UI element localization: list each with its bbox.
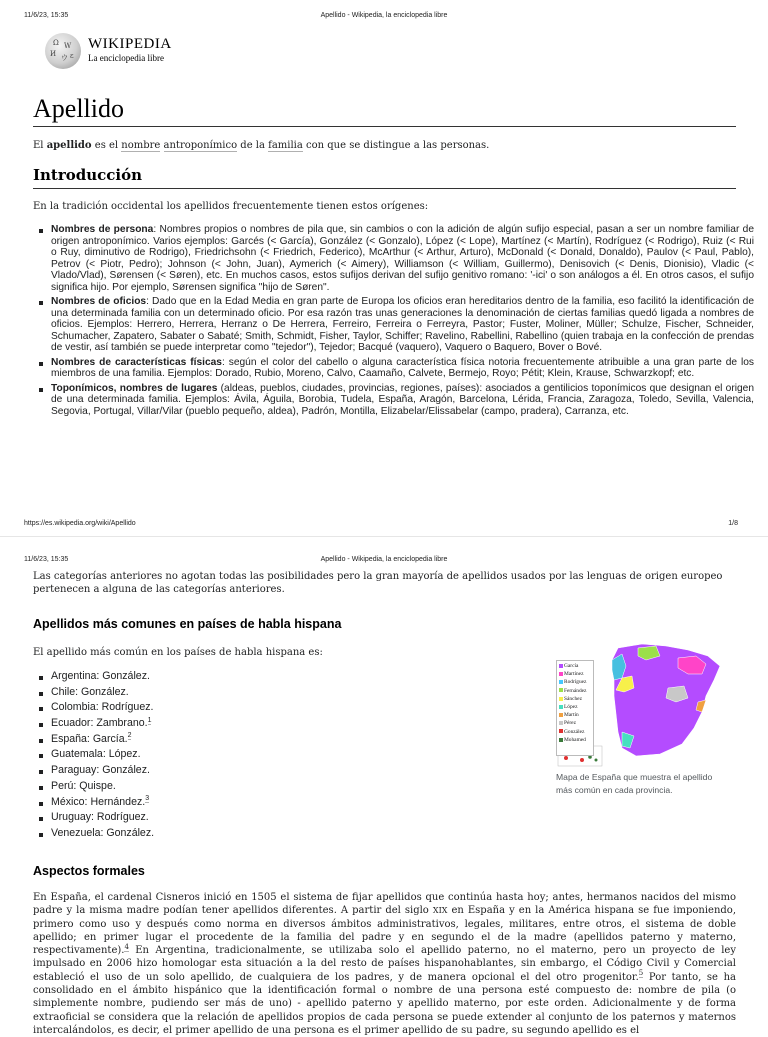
print-datetime: 11/6/23, 15:35 [24,556,69,563]
list-item: Ecuador: Zambrano.$^1$ [51,716,154,732]
page-title: Apellido [33,94,124,123]
list-item: Nombres de persona: Nombres propios o nombres de pila que, sin cambios o con la adición de algún sufijo especial, pasan a ser un nombre familiar de origen antroponímico. Varios ejemplos: Garcés (< García), González (< Gonzalo), López (< Lope), Martínez (< Martín), Rodríguez (< Rodrigo), Ruiz (< Rui o Ruy, diminutivo de Rodrigo), Friedrichsohn (< Friedrich, Federico), McArthur (< Arthur, Arturo), McDonald (< Donald, Donaldo), Paulov (< Paul, Pablo), Petrov (< Piotr, Pedro); Johnson (< John, Juan), Aymerich (< Aimery), Williamson (< William, Guillermo), Denisovich (< Denis, Dionisio), Vladic (< Vlado/Vlad), Sørensen (< Søren), etc. En muchos casos, estos sufijos derivan del sufijo genitivo romano: '-ici' o son análogos a él. En otros casos, el sufijo significa hijo. Por ejemplo, Sørensen significa "hijo de Søren". [51,224,754,293]
link-familia[interactable]: familia [268,140,303,151]
countries-list [33,669,154,842]
section-heading-introduccion: Introducción [33,166,143,184]
legend-item: Martínez [559,670,591,678]
reference-link[interactable]: 3 [145,794,150,802]
section-underline [33,188,736,189]
list-item: Venezuela: González. [51,826,154,842]
list-item: Nombres de características físicas: según el color del cabello o alguna característica física notoria frecuentemente atribuible a una gran parte de los miembros de una familia. Ejemplos: Dorado, Rubio, Moreno, Calvo, Caamaño, Calvete, Bermejo, Royo; Pétit; Klein, Krause, Schwarzkopf; etc. [51,356,754,379]
wikipedia-tagline: La enciclopedia libre [88,53,164,63]
list-item: España: García.$^2$ [51,732,154,748]
intro-text: En la tradición occidental los apellidos frecuentemente tienen estos orígenes: [33,201,429,212]
print-page-title: Apellido - Wikipedia, la enciclopedia libre [320,12,448,19]
wikipedia-logo[interactable] [45,33,205,69]
print-page-number: 1/8 [728,520,738,527]
list-item: Nombres de oficios: Dado que en la Edad Media en gran parte de Europa los oficios eran hereditarios dentro de la familia, eso facilitó la identificación de una determinada familia con un determinado oficio. Por esa razón tras unas generaciones la denominación de ciertas familias quedó ligada a nombres de oficios. Ejemplos: Herrero, Herrera, Herranz o De Herrera, Ferreiro, Ferreira o Ferreyra, Pastor; Fuster, Moliner, Müller; Schulze, Fischer, Schneider, Schumacher, Zapatero, Sabater o Sabaté; Smith, Schmidt, Fisher, Taylor, Schiffer; Ravelino, Rabellini, Rabellino (quien trabaja en la confección de prendas de vestir, así también se puede interpretar como "tejedor"), Tejedor; Bacqué (vaquero), Vaquero o Baquero, Bover o Bové. [51,296,754,353]
reference-link[interactable]: 2 [127,732,132,740]
print-url: https://es.wikipedia.org/wiki/Apellido [24,520,136,527]
common-intro: El apellido más común en los países de habla hispana es: [33,647,323,658]
map-legend [556,660,594,756]
list-item: Perú: Quispe. [51,779,154,795]
list-item: Colombia: Rodríguez. [51,700,154,716]
link-nombre[interactable]: nombre [121,140,161,151]
list-item: México: Hernández.$^3$ [51,795,154,811]
legend-item: Sánchez [559,695,591,703]
list-item: Chile: González. [51,685,154,701]
list-item: Toponímicos, nombres de lugares (aldeas, pueblos, ciudades, provincias, regiones, países): asociados a gentilicios toponímicos que designan el origen de una determinada familia. Ejemplos: Ávila, Águila, Borobia, Tudela, España, Aragón, Barcelona, Lérida, Francia, Zaragoza, Toledo, Sevilla, Valencia, Segovia, Portugal, Villar/Vilar (pueblo pequeño, aldea), Padrón, Montilla, Elizabelar/Elissabelar (campo, pradera), Carranza, etc. [51,382,754,417]
legend-item: García [559,662,591,670]
legend-item: Pérez [559,719,591,727]
map-caption: Mapa de España que muestra el apellido más común en cada provincia. [556,772,713,795]
reference-link[interactable]: 4 [124,942,129,951]
legend-item: Mohamed [559,736,591,744]
legend-item: Martín [559,711,591,719]
lead-paragraph: El apellido es el nombre antroponímico de la familia con que se distingue a las personas. [33,140,490,151]
legend-item: González [559,728,591,736]
spain-surname-map[interactable] [556,640,724,768]
legend-item: Fernández [559,687,591,695]
list-item: Uruguay: Rodríguez. [51,810,154,826]
lead-bold-term: apellido [46,140,92,151]
list-item: Guatemala: López. [51,747,154,763]
categories-paragraph: Las categorías anteriores no agotan todas las posibilidades pero la gran mayoría de apellidos usados por las lenguas de origen europeo pertenecen a alguna de las categorías anteriores. [33,571,723,595]
title-underline [33,126,736,127]
legend-item: López [559,703,591,711]
print-page-title: Apellido - Wikipedia, la enciclopedia libre [320,556,448,563]
wikipedia-wordmark: WIKIPEDIA [88,36,172,52]
link-antroponimico[interactable]: antroponímico [163,140,238,151]
legend-item: Rodríguez [559,678,591,686]
section-heading-aspectos-formales: Aspectos formales [33,864,145,878]
formal-paragraph: En España, el cardenal Cisneros inició en 1505 el sistema de fijar apellidos que continúa hasta hoy; antes, hermanos nacidos del mismo padre y la misma madre podían tener apellidos diferentes. A partir del siglo XIX en España y en la América hispana se fue imponiendo, primero como uso y después como norma en diversos ámbitos administrativos, legales, militares, entre otros, el sistema de doble apellido; en primer lugar el procedente de la familia del padre y en segundo el de la madre (apellidos paterno y materno, respectivamente).$^4$ En Argentina, tradicionalmente, se utilizaba solo el apellido paterno, no el materno, pero un proyecto de ley impulsado en 2006 hizo homologar esta situación a la del resto de países hispanohablantes, sin embargo, el Código Civil y Comercial estableció el uso de un solo apellido, de cualquiera de los padres, y de manera opcional el del otro progenitor.$^5$ Por tanto, se ha consolidado en el ámbito hispánico que la identificación formal o nombre de una persona esté compuesto de: nombre de pila (o simplemente nombre, pudiendo ser más de uno) - apellido paterno y apellido materno, por este orden. Adicionalmente y de forma extraoficial se considera que la relación de apellidos propios de cada persona se puede extender al conjunto de los paternos y maternos intercalándolos, es decir, el primer apellido de una persona es el primer apellido de su padre, su segundo apellido es el [33,892,736,1036]
wikipedia-globe-icon: Ω W И ウ ε [45,33,81,69]
list-item: Argentina: González. [51,669,154,685]
print-datetime: 11/6/23, 15:35 [24,12,69,19]
page-break [0,536,768,537]
origins-list [33,224,754,420]
list-item: Paraguay: González. [51,763,154,779]
section-heading-apellidos-comunes: Apellidos más comunes en países de habla hispana [33,617,342,631]
reference-link[interactable]: 5 [638,969,644,978]
reference-link[interactable]: 1 [147,716,152,724]
